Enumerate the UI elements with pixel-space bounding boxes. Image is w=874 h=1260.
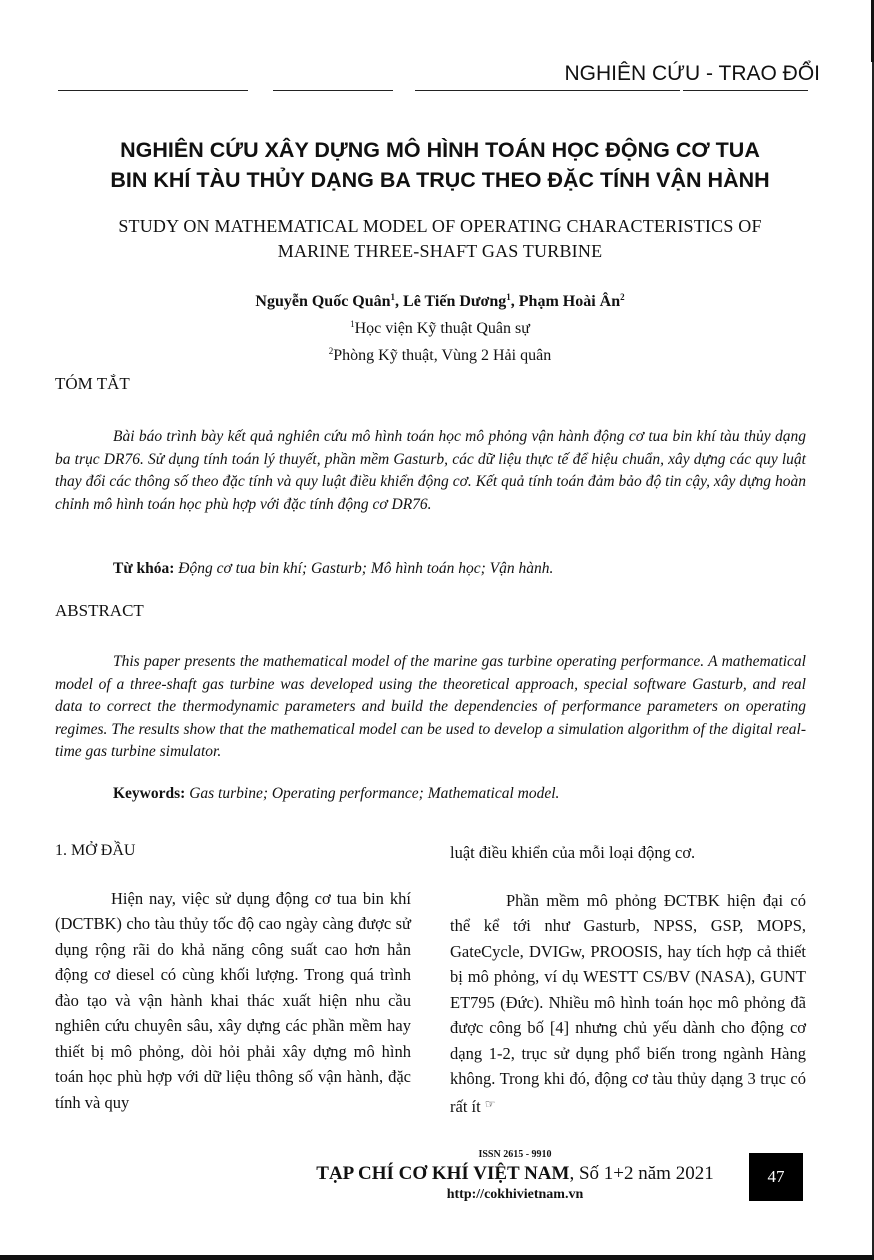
author-name: Phạm Hoài Ân — [518, 293, 621, 310]
left-column — [55, 838, 411, 1115]
affil-mark: 1 — [350, 319, 355, 329]
author-name: Lê Tiến Dương — [403, 293, 507, 310]
header-rule — [58, 90, 248, 91]
affiliation — [180, 340, 700, 367]
keywords-vn — [113, 560, 553, 578]
title-vn-line: BIN KHÍ TÀU THỦY DẠNG BA TRỤC THEO ĐẶC TÍNH VẬN HÀNH — [110, 168, 770, 192]
summary-vn-heading: TÓM TẮT — [55, 374, 130, 393]
summary-vn-paragraph: Bài báo trình bày kết quả nghiên cứu mô hình toán học mô phỏng vận hành động cơ tua bin khí tàu thủy dạng ba trục DR76. Sử dụng tính toán lý thuyết, phần mềm Gasturb, các dữ liệu thực tế để hiệu chuẩn, xây dựng các quy luật thay đổi các thông số theo đặc tính và quy luật điều khiển động cơ. Kết quả tính toán đảm bảo độ tin cậy, xây dựng hoàn chỉnh mô hình toán học phù hợp với đặc tính động cơ DR76. — [55, 428, 806, 513]
body-paragraph: Hiện nay, việc sử dụng động cơ tua bin khí (DCTBK) cho tàu thủy tốc độ cao ngày càng được sử dụng rộng rãi do khả năng công suất cao hơn hẳn động cơ diesel có cùng khối lượng. Trong quá trình đào tạo và vận hành khai thác xuất hiện nhu cầu nghiên cứu chuyên sâu, xây dựng các phần mềm hay thiết bị mô phỏng, dòi hỏi phải xây dựng mô hình toán học phù hợp với dữ liệu thông số vận hành, đặc tính và quy — [55, 888, 411, 1112]
continue-pointing-hand-icon: ☞ — [484, 1096, 496, 1111]
keywords-en-value: Gas turbine; Operating performance; Mathematical model. — [189, 785, 560, 802]
affiliation — [180, 313, 700, 340]
journal-name — [300, 1162, 730, 1186]
body-paragraph-text: Phần mềm mô phỏng ĐCTBK hiện đại có thể kể tới như Gasturb, NPSS, GSP, MOPS, GateCycle, DVIGw, PROOSIS, hay tích hợp cả thiết bị mô phỏng, ví dụ WESTT CS/BV (NASA), GUNT ET795 (Đức). Nhiều mô hình toán học mô phỏng đã được công bố [4] nhưng chủ yếu dành cho động cơ dạng 1-2, trục sử dụng phổ biến trong ngành Hàng không. Trong khi đó, động cơ tàu thủy dạng 3 trục có rất ít — [450, 890, 806, 1116]
author-block — [180, 286, 700, 367]
abstract-paragraph: This paper presents the mathematical model of the marine gas turbine operating performance. A mathematical model of a three-shaft gas turbine was developed using the theoretical approach, special software Gasturb, and real data to correct the thermodynamic parameters and build the dependencies of performance parameters on operating regimes. The results show that the mathematical model can be used to develop a simulation algorithm of the digital real-time gas turbine simulator. — [55, 653, 806, 760]
author-affil-mark: 1 — [390, 292, 396, 302]
title-en-line: STUDY ON MATHEMATICAL MODEL OF OPERATING CHARACTERISTICS OF — [118, 216, 762, 236]
right-column — [450, 840, 806, 1119]
affil-mark: 2 — [328, 346, 334, 356]
keywords-vn-value: Động cơ tua bin khí; Gasturb; Mô hình toán học; Vận hành. — [178, 560, 554, 577]
journal-title: TẠP CHÍ CƠ KHÍ VIỆT NAM — [316, 1163, 570, 1184]
summary-vn-text — [55, 426, 806, 516]
keywords-vn-label: Từ khóa: — [113, 560, 175, 577]
author-names: Nguyễn Quốc Quân$^1$, Lê Tiến Dương$^1$, Phạm Hoài $Ân^2$ — [255, 292, 625, 310]
keywords-en — [113, 785, 559, 803]
journal-url[interactable]: http://cokhivietnam.vn — [446, 1187, 584, 1202]
journal-footer — [300, 1148, 730, 1204]
author-affil-mark: 1 — [506, 292, 511, 302]
affiliation-text: Học viện Kỹ thuật Quân sự — [354, 320, 530, 337]
body-paragraph — [450, 888, 806, 1120]
article-title-vn — [60, 135, 820, 195]
page-number: 47 — [749, 1153, 803, 1201]
title-vn-line: NGHIÊN CỨU XÂY DỰNG MÔ HÌNH TOÁN HỌC ĐỘNG CƠ TUA — [120, 138, 760, 162]
header-rule — [273, 90, 393, 91]
section-heading: 1. MỞ ĐẦU — [55, 842, 136, 859]
section-label: NGHIÊN CỨU - TRAO ĐỔI — [564, 62, 820, 85]
body-paragraph: luật điều khiển của mỗi loại động cơ. — [450, 843, 696, 862]
issn: ISSN 2615 - 9910 — [478, 1149, 552, 1160]
abstract-heading: ABSTRACT — [55, 601, 144, 620]
header-rule — [683, 90, 808, 91]
author-affil-mark: 2 — [620, 292, 625, 302]
header-rule — [415, 90, 680, 91]
keywords-en-label: Keywords: — [113, 785, 186, 802]
author-name: Nguyễn Quốc Quân — [255, 293, 391, 310]
article-title-en — [60, 214, 820, 264]
abstract-text — [55, 651, 806, 764]
page-bottom-edge — [0, 1255, 874, 1260]
title-en-line: MARINE THREE-SHAFT GAS TURBINE — [277, 241, 603, 261]
affiliation-text: Phòng Kỹ thuật, Vùng 2 Hải quân — [333, 347, 552, 364]
journal-issue: , Số 1+2 năm 2021 — [569, 1163, 714, 1184]
